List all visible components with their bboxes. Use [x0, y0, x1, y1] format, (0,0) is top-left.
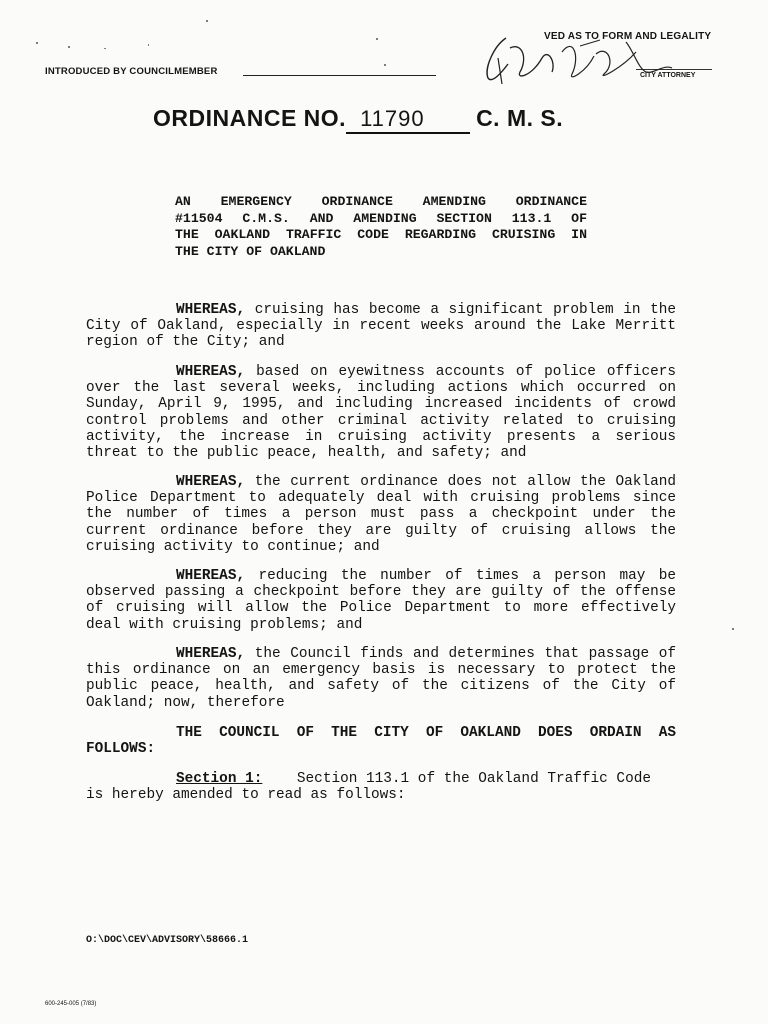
recital-line	[86, 474, 676, 490]
recital-line: Police Department to adequately deal with cruising problems since	[86, 490, 676, 507]
recital-line: City of Oakland, especially in recent weeks around the Lake Merritt	[86, 318, 676, 335]
attorney-signature	[476, 28, 681, 86]
recital-line	[86, 302, 676, 318]
recital-line: of cruising will allow the Police Department to more effectively	[86, 600, 676, 617]
ordaining-line: THE COUNCIL OF THE CITY OF OAKLAND DOES ORDAIN AS	[176, 725, 676, 741]
recital-2	[86, 364, 676, 461]
scan-speck	[376, 38, 378, 40]
form-code: 600-245-005 (7/83)	[45, 1001, 97, 1007]
recital-line: public peace, health, and safety of the citizens of the City of	[86, 678, 676, 695]
recital-3	[86, 474, 676, 555]
whereas-keyword: WHEREAS,	[176, 646, 246, 662]
whereas-keyword: WHEREAS,	[176, 364, 246, 380]
introduced-by-label: INTRODUCED BY COUNCILMEMBER	[45, 66, 218, 77]
ordinance-cms: C. M. S.	[476, 105, 564, 131]
recital-text: based on eyewitness accounts of police officers	[256, 364, 676, 380]
approval-stamp: VED AS TO FORM AND LEGALITY	[544, 31, 712, 42]
scan-speck	[148, 44, 149, 46]
section-text: Section 113.1 of the Oakland Traffic Code	[296, 771, 651, 787]
recital-line: over the last several weeks, including actions which occurred on	[86, 380, 676, 397]
ordaining-line: FOLLOWS:	[86, 741, 156, 758]
recital-line: Oakland; now, therefore	[86, 694, 285, 711]
section-1	[86, 771, 676, 803]
recital-line: this ordinance on an emergency basis is necessary to protect the	[86, 662, 676, 679]
section-label: Section 1:	[176, 771, 263, 787]
scan-speck	[206, 20, 208, 22]
section-line	[86, 771, 676, 787]
ordinance-title	[153, 105, 563, 134]
caption-line: THE CITY OF OAKLAND	[175, 243, 326, 259]
scan-speck	[384, 64, 386, 66]
caption-line: THE OAKLAND TRAFFIC CODE REGARDING CRUISING IN	[175, 227, 587, 242]
ordinance-number: 11790	[346, 106, 470, 134]
recital-line	[86, 646, 676, 662]
recital-line: deal with cruising problems; and	[86, 616, 363, 633]
recital-line	[86, 364, 676, 380]
recital-line: current ordinance before they are guilty of cruising allows the	[86, 522, 676, 539]
recital-line: region of the City; and	[86, 334, 285, 351]
ordaining-clause	[86, 725, 676, 757]
recital-5	[86, 646, 676, 711]
scan-speck	[732, 628, 734, 630]
section-line: is hereby amended to read as follows:	[86, 787, 406, 804]
recital-line: Sunday, April 9, 1995, and including increased incidents of crowd	[86, 396, 676, 413]
recital-text: cruising has become a significant problem in the	[254, 302, 676, 318]
recital-1	[86, 302, 676, 351]
recital-line: the number of times a person must pass a checkpoint under the	[86, 506, 676, 523]
city-attorney-label: CITY ATTORNEY	[640, 72, 696, 79]
whereas-keyword: WHEREAS,	[176, 474, 246, 490]
caption-line: AN EMERGENCY ORDINANCE AMENDING ORDINANCE	[175, 194, 587, 209]
file-path: O:\DOC\CEV\ADVISORY\58666.1	[86, 935, 249, 946]
introduced-by-underline	[243, 75, 436, 76]
whereas-keyword: WHEREAS,	[176, 302, 246, 318]
recital-text: reducing the number of times a person may be	[258, 568, 676, 584]
caption-line: #11504 C.M.S. AND AMENDING SECTION 113.1 OF	[175, 210, 587, 226]
recital-text: the Council finds and determines that passage of	[254, 646, 676, 662]
ordinance-title-prefix: ORDINANCE N	[153, 105, 321, 131]
recital-line	[86, 568, 676, 584]
recital-line: activity, the increase in cruising activity presents a serious	[86, 428, 676, 445]
recital-text: the current ordinance does not allow the Oakland	[254, 474, 676, 490]
recital-line: control problems and other criminal activity related to cruising	[86, 412, 676, 429]
recital-line: threat to the public peace, health, and safety; and	[86, 445, 527, 462]
ordinance-caption	[175, 194, 587, 260]
ordinance-title-no: O.	[320, 105, 347, 131]
recital-line: observed passing a checkpoint before they are guilty of the offense	[86, 584, 676, 601]
recital-line: cruising activity to continue; and	[86, 538, 380, 555]
scan-speck	[36, 42, 38, 44]
scan-speck	[104, 48, 106, 49]
whereas-keyword: WHEREAS,	[176, 568, 246, 584]
scan-speck	[68, 46, 70, 48]
recital-4	[86, 568, 676, 633]
